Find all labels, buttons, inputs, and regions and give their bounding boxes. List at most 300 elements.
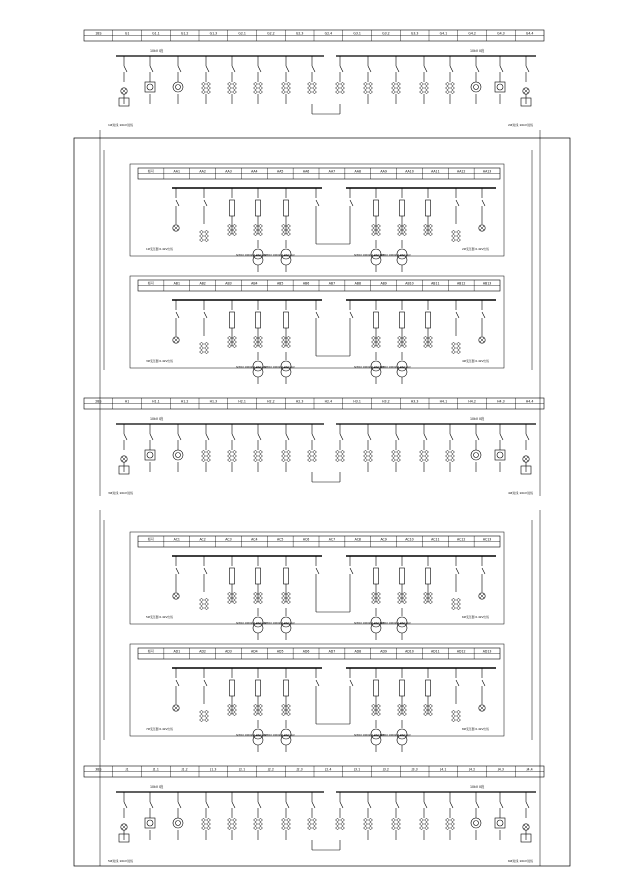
header-cell-label: 1BS xyxy=(95,31,102,36)
lv-feeder-label: 8#变压器 0.4kV出线 xyxy=(462,727,489,731)
transformer-label: SCB10 1000kVA 10/0.4kV xyxy=(354,254,385,257)
ct-symbol xyxy=(228,454,232,457)
ct-symbol xyxy=(228,592,232,595)
header-cell-label: J1.2 xyxy=(181,767,188,772)
breaker-blade xyxy=(476,66,479,72)
ct-symbol xyxy=(403,592,407,595)
header-cell-label: AA7 xyxy=(328,169,336,174)
header-cell-label: G4.1 xyxy=(439,31,448,36)
header-cell-label: G3.2 xyxy=(382,31,390,36)
ct-symbol xyxy=(282,458,286,461)
ct-symbol xyxy=(207,458,211,461)
ct-symbol xyxy=(341,450,345,453)
transformer-label: SCB10 1000kVA 10/0.4kV xyxy=(354,366,385,369)
ct-symbol xyxy=(397,90,401,93)
ct-symbol xyxy=(254,704,258,707)
ct-symbol xyxy=(403,224,407,227)
breaker-blade xyxy=(316,568,319,574)
header-cell-label: H4.3 xyxy=(497,399,505,404)
ct-symbol xyxy=(313,458,317,461)
arrester-circle xyxy=(471,82,481,92)
ct-symbol xyxy=(424,596,428,599)
breaker-blade xyxy=(450,66,453,72)
ct-symbol xyxy=(259,232,263,235)
ct-symbol xyxy=(259,340,263,343)
arrester-circle xyxy=(173,82,183,92)
ct-symbol xyxy=(205,346,209,349)
ct-symbol xyxy=(403,340,407,343)
ct-symbol xyxy=(228,90,232,93)
ct-symbol xyxy=(398,708,402,711)
ct-symbol xyxy=(287,712,291,715)
ct-symbol xyxy=(392,458,396,461)
ct-symbol xyxy=(259,86,263,89)
ct-symbol xyxy=(228,82,232,85)
ct-symbol xyxy=(424,712,428,715)
ct-symbol xyxy=(429,596,433,599)
arrester-inner xyxy=(474,85,479,90)
fuse-box xyxy=(374,200,379,216)
ct-symbol xyxy=(254,86,258,89)
breaker-blade xyxy=(350,680,353,686)
ct-symbol xyxy=(200,350,204,353)
ct-symbol xyxy=(282,224,286,227)
breaker-blade xyxy=(500,802,503,808)
ct-symbol xyxy=(397,826,401,829)
ct-symbol xyxy=(228,708,232,711)
breaker-blade xyxy=(456,200,459,206)
ct-symbol xyxy=(207,822,211,825)
ct-symbol xyxy=(457,602,461,605)
ct-symbol xyxy=(403,704,407,707)
ct-symbol xyxy=(369,454,373,457)
header-cell-label: AA8 xyxy=(354,169,362,174)
ct-symbol xyxy=(259,336,263,339)
ct-symbol xyxy=(205,602,209,605)
ct-symbol xyxy=(200,230,204,233)
ct-symbol xyxy=(233,224,237,227)
ct-symbol xyxy=(254,450,258,453)
fuse-box xyxy=(230,312,235,328)
ct-symbol xyxy=(429,712,433,715)
header-cell-label: AC1 xyxy=(173,537,180,542)
header-cell-label: J4.1 xyxy=(440,767,447,772)
hv-switchgear-block xyxy=(84,766,544,863)
ct-symbol xyxy=(425,458,429,461)
feeder-label: 6#进线 10kV进线 xyxy=(508,859,533,863)
ct-symbol xyxy=(425,826,429,829)
breaker-blade xyxy=(150,66,153,72)
header-cell-label: AC9 xyxy=(380,537,387,542)
ct-symbol xyxy=(397,82,401,85)
bus-label: 10kV II段 xyxy=(470,785,485,789)
ct-symbol xyxy=(313,454,317,457)
header-cell-label: AA3 xyxy=(225,169,232,174)
header-cell-label: H1.3 xyxy=(209,399,218,404)
fuse-box xyxy=(426,312,431,328)
ct-symbol xyxy=(336,458,340,461)
transformer-label: SCB10 1000kVA 10/0.4kV xyxy=(380,254,411,257)
ct-symbol xyxy=(425,450,429,453)
breaker-blade xyxy=(500,66,503,72)
header-cell-label: AD9 xyxy=(380,649,387,654)
header-cell-label: H2.2 xyxy=(267,399,275,404)
pt-circle xyxy=(147,820,153,826)
breaker-blade xyxy=(526,434,529,440)
ct-symbol xyxy=(233,336,237,339)
ct-symbol xyxy=(287,336,291,339)
transformer-label: SCB10 1000kVA 10/0.4kV xyxy=(264,254,295,257)
breaker-blade xyxy=(350,312,353,318)
header-cell-label: AC2 xyxy=(199,537,206,542)
breaker-blade xyxy=(396,802,399,808)
feeder-label: 3#进线 10kV进线 xyxy=(108,491,133,495)
ct-symbol xyxy=(457,350,461,353)
ct-symbol xyxy=(452,598,456,601)
ct-symbol xyxy=(341,454,345,457)
header-cell-label: H3.3 xyxy=(410,399,419,404)
ct-symbol xyxy=(446,822,450,825)
ct-symbol xyxy=(287,596,291,599)
ct-symbol xyxy=(228,344,232,347)
breaker-blade xyxy=(178,434,181,440)
ct-symbol xyxy=(377,344,381,347)
breaker-blade xyxy=(232,802,235,808)
ct-symbol xyxy=(457,234,461,237)
ct-symbol xyxy=(233,596,237,599)
header-cell-label: AA9 xyxy=(380,169,387,174)
lv-block-frame xyxy=(130,532,504,624)
ct-symbol xyxy=(403,712,407,715)
ct-symbol xyxy=(452,234,456,237)
ct-symbol xyxy=(377,712,381,715)
fuse-box xyxy=(256,680,261,696)
fuse-box xyxy=(256,568,261,584)
lv-feeder-label: 3#变压器 0.4kV出线 xyxy=(146,359,173,363)
ct-symbol xyxy=(282,450,286,453)
ct-symbol xyxy=(364,90,368,93)
ct-symbol xyxy=(287,708,291,711)
breaker-blade xyxy=(178,66,181,72)
lv-feeder-label: 5#变压器 0.4kV出线 xyxy=(146,615,173,619)
header-cell-label: J4.4 xyxy=(526,767,533,772)
ct-symbol xyxy=(228,336,232,339)
breaker-blade xyxy=(232,66,235,72)
header-cell-label: G4.2 xyxy=(468,31,476,36)
ct-symbol xyxy=(200,342,204,345)
breaker-blade xyxy=(124,66,127,72)
ct-symbol xyxy=(207,90,211,93)
ct-symbol xyxy=(287,344,291,347)
pt-cabinet xyxy=(495,450,505,460)
header-cell-label: 2BS xyxy=(95,399,102,404)
ct-symbol xyxy=(364,818,368,821)
ct-symbol xyxy=(420,82,424,85)
ct-symbol xyxy=(233,340,237,343)
ct-symbol xyxy=(254,600,258,603)
ct-symbol xyxy=(254,708,258,711)
ct-symbol xyxy=(451,86,455,89)
ct-symbol xyxy=(425,90,429,93)
ct-symbol xyxy=(282,228,286,231)
breaker-blade xyxy=(150,802,153,808)
ct-symbol xyxy=(429,600,433,603)
ct-symbol xyxy=(254,336,258,339)
ct-symbol xyxy=(202,818,206,821)
ct-symbol xyxy=(313,826,317,829)
breaker-blade xyxy=(258,802,261,808)
breaker-blade xyxy=(350,568,353,574)
ct-symbol xyxy=(207,86,211,89)
ct-symbol xyxy=(287,454,291,457)
ct-symbol xyxy=(392,826,396,829)
ct-symbol xyxy=(397,454,401,457)
ct-symbol xyxy=(308,90,312,93)
ct-symbol xyxy=(377,336,381,339)
breaker-blade xyxy=(396,66,399,72)
ct-symbol xyxy=(282,344,286,347)
pt-circle xyxy=(497,452,503,458)
breaker-blade xyxy=(340,434,343,440)
fuse-box xyxy=(426,568,431,584)
ct-symbol xyxy=(205,714,209,717)
ct-symbol xyxy=(372,592,376,595)
header-cell-label: H4.4 xyxy=(525,399,534,404)
breaker-blade xyxy=(204,200,207,206)
bus-label: 10kV I段 xyxy=(150,785,164,789)
ct-symbol xyxy=(392,818,396,821)
arrester-circle xyxy=(173,450,183,460)
breaker-blade xyxy=(424,802,427,808)
ct-symbol xyxy=(282,232,286,235)
breaker-blade xyxy=(258,434,261,440)
header-cell-label: 3BS xyxy=(95,767,102,772)
header-cell-label: AD3 xyxy=(225,649,232,654)
transformer-label: SCB10 1000kVA 10/0.4kV xyxy=(236,254,267,257)
ct-symbol xyxy=(287,340,291,343)
arrester-circle xyxy=(173,818,183,828)
ct-symbol xyxy=(397,818,401,821)
breaker-blade xyxy=(312,802,315,808)
lv-block-frame xyxy=(130,164,504,256)
breaker-blade xyxy=(482,200,485,206)
fuse-box xyxy=(400,200,405,216)
ct-symbol xyxy=(233,822,237,825)
pt-cabinet xyxy=(495,818,505,828)
header-cell-label: G2.1 xyxy=(238,31,246,36)
ct-symbol xyxy=(287,82,291,85)
ct-symbol xyxy=(205,234,209,237)
ct-symbol xyxy=(202,86,206,89)
ct-symbol xyxy=(364,82,368,85)
ct-symbol xyxy=(282,90,286,93)
ct-symbol xyxy=(369,82,373,85)
ct-symbol xyxy=(287,224,291,227)
ct-symbol xyxy=(308,450,312,453)
ct-symbol xyxy=(364,826,368,829)
ct-symbol xyxy=(392,82,396,85)
ct-symbol xyxy=(446,818,450,821)
hv-switchgear-block xyxy=(84,30,544,127)
lv-feeder-label: 7#变压器 0.4kV出线 xyxy=(146,727,173,731)
breaker-blade xyxy=(482,568,485,574)
ct-symbol xyxy=(287,90,291,93)
ct-symbol xyxy=(200,238,204,241)
header-cell-label: 柜号 xyxy=(147,537,155,542)
ct-symbol xyxy=(341,818,345,821)
ct-symbol xyxy=(420,822,424,825)
header-cell-label: AA13 xyxy=(482,169,492,174)
ct-symbol xyxy=(205,606,209,609)
ct-symbol xyxy=(364,822,368,825)
ct-symbol xyxy=(420,826,424,829)
bus-label: 10kV II段 xyxy=(470,417,485,421)
ct-symbol xyxy=(457,346,461,349)
header-cell-label: J2.2 xyxy=(267,767,274,772)
lv-block-frame xyxy=(130,644,504,736)
breaker-blade xyxy=(124,802,127,808)
header-cell-label: G1.2 xyxy=(180,31,189,36)
ct-symbol xyxy=(233,818,237,821)
ct-symbol xyxy=(397,450,401,453)
ct-symbol xyxy=(425,454,429,457)
ct-symbol xyxy=(282,818,286,821)
ct-symbol xyxy=(313,822,317,825)
ct-symbol xyxy=(457,718,461,721)
lv-switchgear-block xyxy=(130,164,504,272)
ct-symbol xyxy=(259,344,263,347)
ct-symbol xyxy=(398,704,402,707)
pt-circle xyxy=(147,452,153,458)
arrester-inner xyxy=(176,821,181,826)
ct-symbol xyxy=(233,712,237,715)
ct-symbol xyxy=(308,458,312,461)
header-cell-label: AA11 xyxy=(431,169,440,174)
ct-symbol xyxy=(207,82,211,85)
ct-symbol xyxy=(287,86,291,89)
transformer-label: SCB10 1000kVA 10/0.4kV xyxy=(236,622,267,625)
pt-circle xyxy=(497,84,503,90)
ct-symbol xyxy=(372,708,376,711)
ct-symbol xyxy=(369,86,373,89)
header-cell-label: G3.1 xyxy=(353,31,361,36)
ct-symbol xyxy=(228,600,232,603)
header-cell-label: AC8 xyxy=(354,537,361,542)
header-cell-label: AC13 xyxy=(482,537,492,542)
ct-symbol xyxy=(254,82,258,85)
ct-symbol xyxy=(336,454,340,457)
ct-symbol xyxy=(377,600,381,603)
breaker-blade xyxy=(340,802,343,808)
ct-symbol xyxy=(200,346,204,349)
ct-symbol xyxy=(457,606,461,609)
ct-symbol xyxy=(429,592,433,595)
ct-symbol xyxy=(398,712,402,715)
ct-symbol xyxy=(420,458,424,461)
ct-symbol xyxy=(392,450,396,453)
ct-symbol xyxy=(364,458,368,461)
breaker-blade xyxy=(368,66,371,72)
fuse-box xyxy=(374,680,379,696)
ct-symbol xyxy=(364,86,368,89)
header-cell-label: 柜号 xyxy=(147,649,155,654)
breaker-blade xyxy=(178,802,181,808)
header-cell-label: AC3 xyxy=(225,537,232,542)
ct-symbol xyxy=(372,704,376,707)
header-cell-label: H2.1 xyxy=(238,399,246,404)
header-cell-label: J4.3 xyxy=(497,767,504,772)
ct-symbol xyxy=(452,350,456,353)
ct-symbol xyxy=(420,86,424,89)
ct-symbol xyxy=(364,454,368,457)
ct-symbol xyxy=(202,458,206,461)
ct-symbol xyxy=(228,340,232,343)
ct-symbol xyxy=(341,82,345,85)
ct-symbol xyxy=(228,224,232,227)
fuse-box xyxy=(256,200,261,216)
breaker-blade xyxy=(124,434,127,440)
header-cell-label: AD8 xyxy=(354,649,362,654)
breaker-blade xyxy=(286,434,289,440)
ct-symbol xyxy=(228,228,232,231)
header-cell-label: J1.1 xyxy=(152,767,159,772)
ct-symbol xyxy=(425,82,429,85)
header-cell-label: AA6 xyxy=(302,169,310,174)
ct-symbol xyxy=(282,826,286,829)
header-cell-label: H1.2 xyxy=(180,399,189,404)
feeder-label: 1#进线 10kV进线 xyxy=(108,123,133,127)
header-cell-label: AC11 xyxy=(431,537,440,542)
header-cell-label: AB8 xyxy=(354,281,361,286)
header-cell-label: AC6 xyxy=(302,537,310,542)
transformer-label: SCB10 1000kVA 10/0.4kV xyxy=(354,622,385,625)
header-cell-label: AB4 xyxy=(251,281,258,286)
ct-symbol xyxy=(259,458,263,461)
header-cell-label: AA12 xyxy=(456,169,466,174)
ct-symbol xyxy=(228,826,232,829)
header-cell-label: G4.4 xyxy=(525,31,534,36)
ct-symbol xyxy=(259,592,263,595)
ct-symbol xyxy=(287,704,291,707)
ct-symbol xyxy=(205,718,209,721)
ct-symbol xyxy=(452,238,456,241)
ct-symbol xyxy=(403,600,407,603)
ct-symbol xyxy=(282,712,286,715)
ct-symbol xyxy=(446,454,450,457)
ct-symbol xyxy=(282,708,286,711)
ct-symbol xyxy=(369,822,373,825)
header-cell-label: H1.1 xyxy=(152,399,160,404)
ct-symbol xyxy=(228,450,232,453)
breaker-blade xyxy=(476,434,479,440)
ct-symbol xyxy=(205,238,209,241)
ct-symbol xyxy=(259,82,263,85)
fuse-box xyxy=(374,312,379,328)
header-cell-label: AB10 xyxy=(405,281,414,286)
ct-symbol xyxy=(282,340,286,343)
ct-symbol xyxy=(308,86,312,89)
header-cell-label: 柜号 xyxy=(147,281,155,286)
ct-symbol xyxy=(259,454,263,457)
ct-symbol xyxy=(372,596,376,599)
ct-symbol xyxy=(259,450,263,453)
header-cell-label: AD7 xyxy=(328,649,336,654)
header-cell-label: AB12 xyxy=(456,281,466,286)
ct-symbol xyxy=(372,224,376,227)
ct-symbol xyxy=(398,600,402,603)
header-cell-label: AD2 xyxy=(199,649,206,654)
ct-symbol xyxy=(254,826,258,829)
